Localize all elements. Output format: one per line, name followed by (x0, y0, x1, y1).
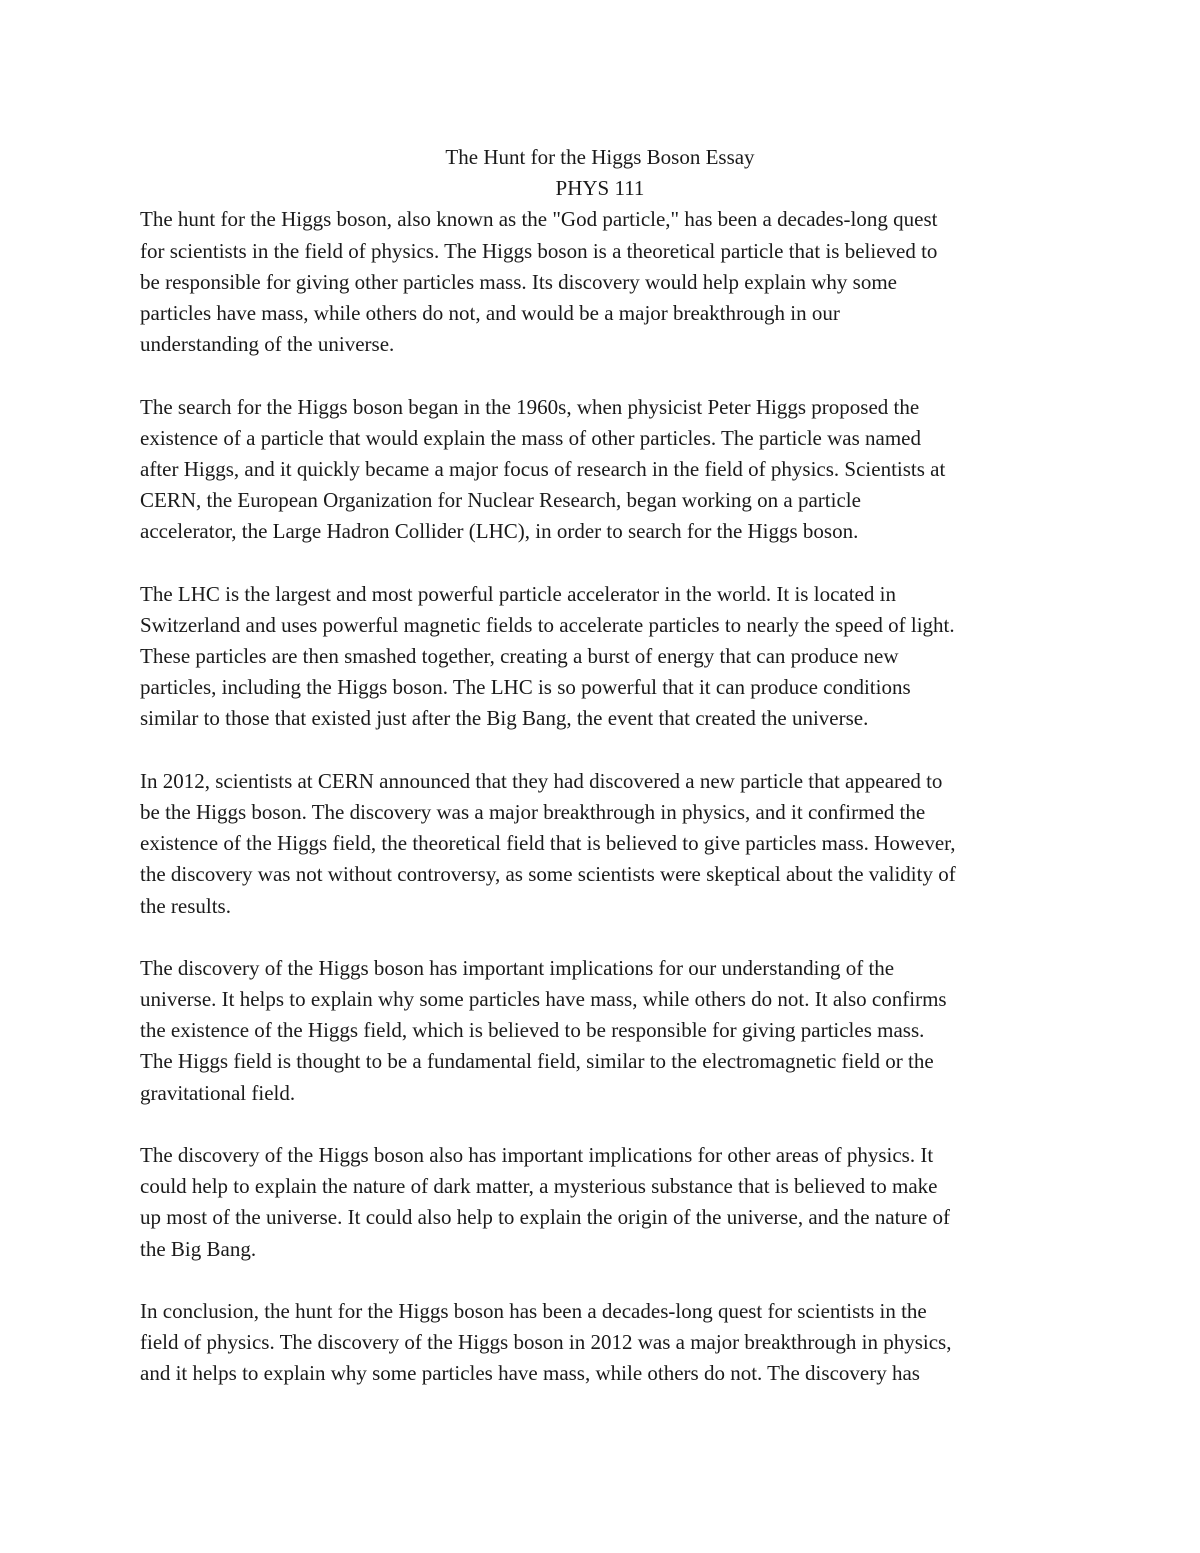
paragraph-line: In conclusion, the hunt for the Higgs boson has been a decades-long quest for scientists in the (140, 1298, 927, 1323)
paragraph-line: particles have mass, while others do not, and would be a major breakthrough in our (140, 300, 840, 325)
paragraph-line: CERN, the European Organization for Nuclear Research, began working on a particle (140, 488, 861, 513)
paragraph-line: understanding of the universe. (140, 332, 395, 357)
paragraph-line: up most of the universe. It could also help to explain the origin of the universe, and the nature of (140, 1205, 951, 1230)
paragraph-line: These particles are then smashed together, creating a burst of energy that can produce new (140, 644, 899, 669)
paragraph-line: The LHC is the largest and most powerful particle accelerator in the world. It is located in (140, 581, 896, 606)
paragraph-line: the results. (140, 893, 231, 918)
paragraph-line: In 2012, scientists at CERN announced that they had discovered a new particle that appeared to (140, 768, 943, 793)
paragraph-line: The search for the Higgs boson began in the 1960s, when physicist Peter Higgs proposed the (140, 394, 920, 419)
paragraph-line: accelerator, the Large Hadron Collider (LHC), in order to search for the Higgs boson. (140, 519, 859, 544)
paragraph-line: gravitational field. (140, 1080, 296, 1105)
essay-paragraph (140, 953, 1065, 1109)
essay-paragraph (140, 766, 1065, 922)
paragraph-line: The discovery of the Higgs boson has important implications for our understanding of the (140, 955, 895, 980)
paragraph-line: for scientists in the field of physics. The Higgs boson is a theoretical particle that is believed to (140, 238, 938, 263)
paragraph-line: The discovery of the Higgs boson also has important implications for other areas of physics. It (140, 1143, 934, 1168)
document-header (0, 142, 1200, 204)
paragraph-line: The Higgs field is thought to be a fundamental field, similar to the electromagnetic field or the (140, 1049, 934, 1074)
paragraph-line: universe. It helps to explain why some particles have mass, while others do not. It also confirms (140, 987, 947, 1012)
essay-paragraph (140, 1140, 1065, 1265)
essay-paragraph (140, 204, 1065, 360)
paragraph-line: existence of a particle that would explain the mass of other particles. The particle was named (140, 425, 921, 450)
paragraph-line: similar to those that existed just after the Big Bang, the event that created the universe. (140, 706, 869, 731)
paragraph-line: field of physics. The discovery of the Higgs boson in 2012 was a major breakthrough in physics, (140, 1330, 952, 1355)
paragraph-line: after Higgs, and it quickly became a major focus of research in the field of physics. Scientists at (140, 456, 946, 481)
essay-paragraph (140, 579, 1065, 735)
paragraph-line: the Big Bang. (140, 1236, 257, 1261)
paragraph-line: particles, including the Higgs boson. The LHC is so powerful that it can produce conditions (140, 675, 911, 700)
paragraph-line: could help to explain the nature of dark matter, a mysterious substance that is believed to make (140, 1174, 938, 1199)
essay-paragraph (140, 1296, 1065, 1390)
document-title: The Hunt for the Higgs Boson Essay (445, 145, 755, 169)
course-code: PHYS 111 (555, 176, 645, 201)
paragraph-line: be responsible for giving other particles mass. Its discovery would help explain why some (140, 269, 898, 294)
paragraph-line: Switzerland and uses powerful magnetic fields to accelerate particles to nearly the speed of light. (140, 612, 955, 637)
paragraph-line: be the Higgs boson. The discovery was a major breakthrough in physics, and it confirmed the (140, 799, 926, 824)
paragraph-line: The hunt for the Higgs boson, also known as the "God particle," has been a decades-long quest (140, 207, 938, 232)
paragraph-line: the discovery was not without controversy, as some scientists were skeptical about the validity of (140, 862, 956, 887)
essay-paragraph (140, 392, 1065, 548)
paragraph-line: and it helps to explain why some particles have mass, while others do not. The discovery has (140, 1361, 920, 1386)
paragraph-line: existence of the Higgs field, the theoretical field that is believed to give particles mass. However, (140, 831, 956, 856)
essay-body (140, 204, 1065, 1420)
paragraph-line: the existence of the Higgs field, which is believed to be responsible for giving particles mass. (140, 1018, 925, 1043)
